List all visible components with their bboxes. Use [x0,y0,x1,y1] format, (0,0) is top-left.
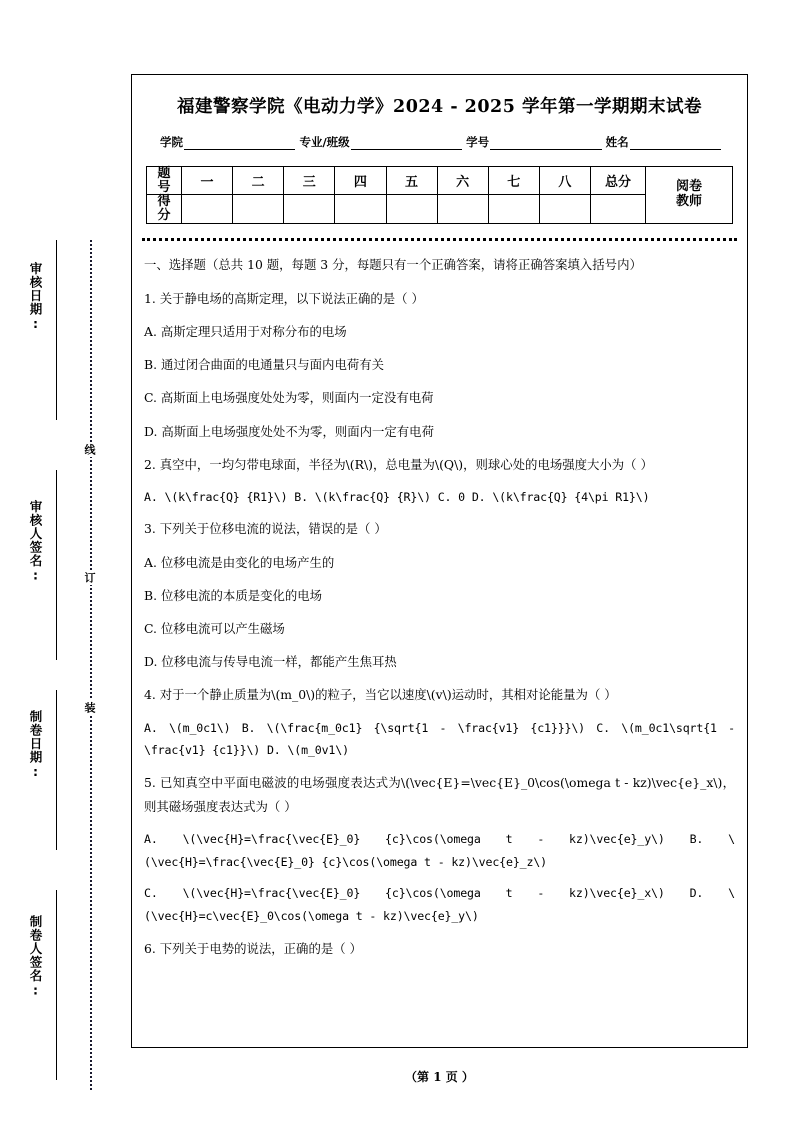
question-3-option-b[interactable]: B. 位移电流的本质是变化的电场 [144,587,323,603]
score-cell-8[interactable] [539,195,590,223]
info-input-major-class[interactable] [351,136,462,150]
question-1 [144,287,735,444]
question-1-option-d[interactable]: D. 高斯面上电场强度处处不为零，则面内一定有电荷 [144,423,434,439]
question-1-stem: 1. 关于静电场的高斯定理，以下说法正确的是（ ） [144,290,424,306]
printer-signature-label: 制卷人签名: [28,915,43,999]
question-5-stem: 5. 已知真空中平面电磁波的电场强度表达式为\(\vec{E}=\vec{E}_0\cos(\omega t - kz)\vec{e}_x\)，则其磁场强度表达式为（ ） [144,774,735,814]
left-margin-annotations [0,0,131,1122]
question-2-stem: 2. 真空中，一均匀带电球面，半径为\(R\)，总电量为\(Q\)，则球心处的电场强度大小为（ ） [144,456,653,472]
score-col-8: 八 [539,167,590,195]
question-2 [144,453,735,509]
score-cell-6[interactable] [437,195,488,223]
score-cell-4[interactable] [335,195,386,223]
score-cell-7[interactable] [488,195,539,223]
info-label-major-class: 专业/班级 [299,135,350,149]
info-label-college: 学院 [160,135,183,149]
question-4 [144,683,735,761]
grader-label-line1: 阅卷 [675,179,702,195]
binding-char-xian: 线 [83,444,96,455]
score-cell-1[interactable] [182,195,233,223]
stub-char-1: 题 [157,166,171,181]
question-6-stem: 6. 下列关于电势的说法，正确的是（ ） [144,940,362,956]
question-1-option-c[interactable]: C. 高斯面上电场强度处处为零，则面内一定没有电荷 [144,390,434,406]
score-col-7: 七 [488,167,539,195]
table-row-question-numbers [147,167,733,195]
section-heading: 一、选择题（总共 10 题，每题 3 分，每题只有一个正确答案，请将正确答案填入括号内） [144,256,642,272]
question-4-options[interactable]: A. \(m_0c1\) B. \(\frac{m_0c1} {\sqrt{1 - \frac{v1} {c1}}}\) C. \(m_0c1\sqrt{1 - \frac{v1} {c1}}\) D. \(m_0v1\) [144,720,735,758]
grader-label-line2: 教师 [675,193,702,209]
score-table-stub-score [147,195,182,223]
question-2-options[interactable]: A. \(k\frac{Q} {R1}\) B. \(k\frac{Q} {R}\) C. 0 D. \(k\frac{Q} {4\pi R1}\) [144,489,650,504]
info-input-college[interactable] [184,136,295,150]
score-table [146,166,733,224]
score-cell-2[interactable] [233,195,284,223]
score-col-1: 一 [182,167,233,195]
stub-score-char-1: 得 [157,194,171,210]
reviewer-signature-label: 审核人签名: [28,500,43,584]
question-5 [144,771,735,928]
score-col-total: 总分 [591,167,646,195]
info-label-name: 姓名 [605,135,629,149]
question-3-option-a[interactable]: A. 位移电流是由变化的电场产生的 [144,554,335,570]
score-cell-3[interactable] [284,195,335,223]
stub-char-2: 号 [157,179,171,195]
question-5-options-cd[interactable]: C. \(\vec{H}=\frac{\vec{E}_0} {c}\cos(\omega t - kz)\vec{e}_x\) D. \(\vec{H}=c\vec{E}_0\cos(\omega t - kz)\vec{e}_y\) [144,886,735,923]
question-1-option-a[interactable]: A. 高斯定理只适用于对称分布的电场 [144,323,347,339]
margin-rule-upper-mid [56,470,57,660]
score-col-3: 三 [284,167,335,195]
info-input-name[interactable] [630,136,721,150]
score-col-4: 四 [335,167,386,195]
review-date-label: 审核日期: [28,262,43,332]
score-table-stub-question-number [147,167,182,195]
question-3-option-c[interactable]: C. 位移电流可以产生磁场 [144,621,285,637]
question-3-stem: 3. 下列关于位移电流的说法，错误的是（ ） [144,521,387,537]
question-3 [144,517,735,674]
student-info-row [160,134,725,150]
score-col-grader [646,167,733,224]
score-col-2: 二 [233,167,284,195]
margin-rule-top [56,240,57,420]
stub-score-char-2: 分 [157,207,171,223]
score-cell-5[interactable] [386,195,437,223]
exam-body [144,253,735,961]
score-cell-total[interactable] [591,195,646,223]
question-1-option-b[interactable]: B. 通过闭合曲面的电通量只与面内电荷有关 [144,357,385,373]
info-input-student-id[interactable] [490,136,601,150]
score-table-wrapper [146,166,733,224]
question-6 [144,937,735,961]
page-title: 福建警察学院《电动力学》2024 - 2025 学年第一学期期末试卷 [177,97,702,117]
table-row-scores [147,195,733,223]
exam-paper-frame [131,74,748,1048]
print-date-label: 制卷日期: [28,710,43,780]
binding-char-zhuang: 装 [83,702,96,713]
question-3-option-d[interactable]: D. 位移电流与传导电流一样，都能产生焦耳热 [144,654,397,670]
section-divider [142,238,737,241]
margin-rule-lower-mid [56,690,57,850]
binding-char-ding: 订 [83,572,96,583]
binding-dotted-line [90,240,92,1090]
question-5-options-ab[interactable]: A. \(\vec{H}=\frac{\vec{E}_0} {c}\cos(\omega t - kz)\vec{e}_y\) B. \(\vec{H}=\frac{\vec{E}_0} {c}\cos(\omega t - kz)\vec{e}_z\) [144,832,735,869]
score-col-5: 五 [386,167,437,195]
page-footer: （第 1 页 ） [405,1070,474,1084]
question-4-stem: 4. 对于一个静止质量为\(m_0\)的粒子，当它以速度\(v\)运动时，其相对论能量为（ ） [144,687,617,703]
score-col-6: 六 [437,167,488,195]
margin-rule-bottom [56,890,57,1080]
info-label-student-id: 学号 [466,135,490,149]
